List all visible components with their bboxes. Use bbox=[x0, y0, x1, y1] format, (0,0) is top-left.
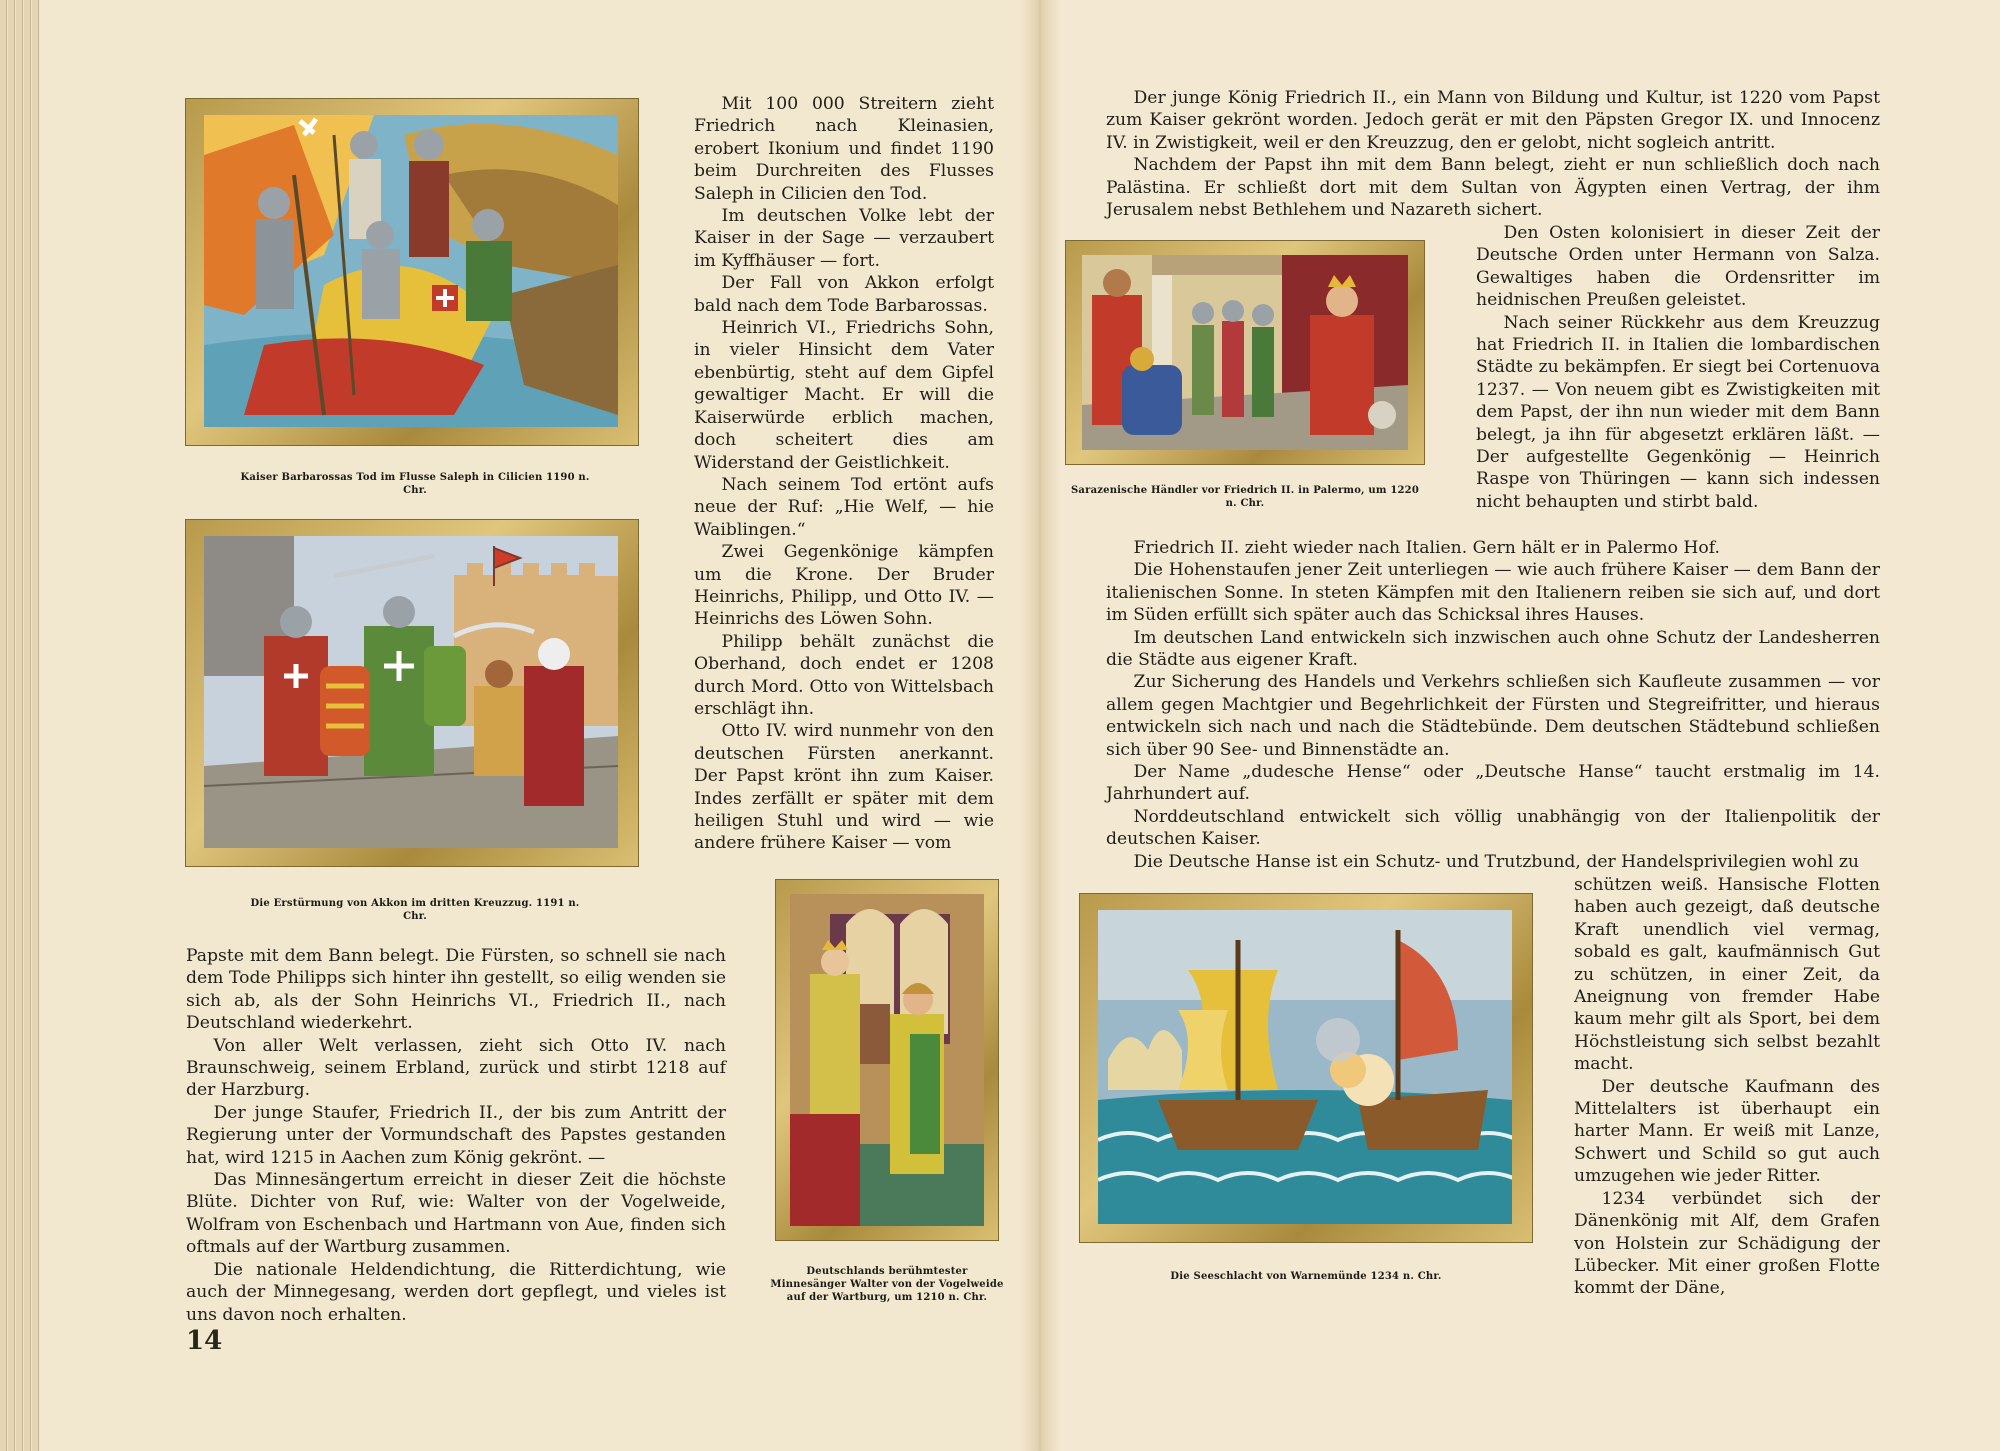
picture-siege-of-acre bbox=[186, 520, 638, 866]
paragraph: Im deutschen Volke lebt der Kaiser in der Sage — verzaubert im Kyffhäuser — fort. bbox=[694, 206, 994, 271]
paragraph: Zwei Gegenkönige kämpfen um die Krone. Der Bruder Heinrichs, Philipp, und Otto IV. — Heinrichs des Löwen Sohn. bbox=[694, 542, 994, 630]
caption-akkon: Die Erstürmung von Akkon im dritten Kreuzzug. 1191 n. Chr. bbox=[250, 898, 580, 922]
text-column-left-top bbox=[694, 93, 994, 855]
picture-minnesaenger bbox=[776, 880, 998, 1240]
paragraph: Friedrich II. zieht wieder nach Italien. Gern hält er in Palermo Hof. bbox=[1133, 538, 1720, 558]
paragraph: Nachdem der Papst ihn mit dem Bann belegt, zieht er nun schließlich doch nach Palästina. Er schließt dort mit dem Sultan von Ägypten einen Vertrag, der ihm Jerusalem nebst Bethlehem und Nazareth sichert. bbox=[1106, 155, 1880, 221]
text-right-middle bbox=[1106, 537, 1880, 873]
paragraph: Von aller Welt verlassen, zieht sich Otto IV. nach Braunschweig, seinem Erbland, zurück und stirbt 1218 auf der Harzburg. bbox=[186, 1035, 726, 1101]
caption-minnesaenger: Deutschlands berühmtester Minnesänger Walter von der Vogelweide auf der Wartburg, um 1210 n. Chr. bbox=[770, 1266, 1004, 1303]
paragraph: Der Name „dudesche Hense“ oder „Deutsche Hanse“ taucht erstmalig im 14. Jahrhundert auf. bbox=[1106, 762, 1880, 805]
paragraph: Im deutschen Land entwickeln sich inzwischen auch ohne Schutz der Landesherren die Städte aus eigener Kraft. bbox=[1106, 627, 1880, 671]
paragraph: Der deutsche Kaufmann des Mittelalters ist überhaupt ein harter Mann. Er weiß mit Lanze, Schwert und Schild so gut auch umzugehen wie jeder Ritter. bbox=[1574, 1076, 1880, 1187]
caption-barbarossa: Kaiser Barbarossas Tod im Flusse Saleph in Cilicien 1190 n. Chr. bbox=[240, 472, 590, 496]
page-edge bbox=[0, 0, 7, 1451]
caption-sarazenen: Sarazenische Händler vor Friedrich II. in Palermo, um 1220 n. Chr. bbox=[1071, 485, 1419, 509]
paragraph: Heinrich VI., Friedrichs Sohn, in vieler Hinsicht dem Vater ebenbürtig, steht auf dem Gipfel gewaltiger Macht. Er will die Kaiserwürde erblich machen, doch scheitert dies am Widerstand der Geistlichkeit. bbox=[694, 318, 994, 473]
page-edge bbox=[24, 0, 31, 1451]
paragraph: Der junge König Friedrich II., ein Mann von Bildung und Kultur, ist 1220 vom Papst zum Kaiser gekrönt worden. Jedoch gerät er mit den Päpsten Gregor IX. und Innocenz IV. in Zwistigkeit, weil er den Kreuzzug, den er gelobt, nicht sogleich antritt. bbox=[1106, 88, 1880, 153]
text-column-right-bottom bbox=[1574, 874, 1880, 1300]
page-edge bbox=[8, 0, 15, 1451]
paragraph: 1234 verbündet sich der Dänenkönig mit Alf, dem Grafen von Holstein zur Schädigung der Lübecker. Mit einer großen Flotte kommt der Däne, bbox=[1574, 1188, 1880, 1299]
text-right-top bbox=[1106, 87, 1880, 221]
paragraph: Nach seiner Rückkehr aus dem Kreuzzug hat Friedrich II. in Italien die lombardischen Städte zu bekämpfen. Er siegt bei Cortenuova 1237. — Von neuem gibt es Zwistigkeiten mit dem Papst, der ihn nun wieder mit dem Bann belegt, ja ihn für abgesetzt erklären läßt. — Der aufgestellte Gegenkönig — Heinrich Raspe von Thüringen — kann sich indessen nicht behaupten und stirbt bald. bbox=[1476, 312, 1880, 512]
text-column-right-side bbox=[1476, 222, 1880, 513]
paragraph: Mit 100 000 Streitern zieht Friedrich nach Kleinasien, erobert Ikonium und findet 1190 beim Durchreiten des Flusses Saleph in Cilicien den Tod. bbox=[694, 94, 994, 204]
paragraph: schützen weiß. Hansische Flotten haben auch gezeigt, daß deutsche Kraft unendlich viel vermag, sobald es galt, kaufmännisch Gut zu schützen, in einer Zeit, da Aneignung von fremder Habe kaum mehr gilt als Sport, bei dem Höchstleistung sich selbst bezahlt macht. bbox=[1574, 875, 1880, 1075]
paragraph: Nach seinem Tod ertönt aufs neue der Ruf: „Hie Welf, — hie Waiblingen.“ bbox=[694, 474, 994, 540]
paragraph: Das Minnesängertum erreicht in dieser Zeit die höchste Blüte. Dichter von Ruf, wie: Walter von der Vogelweide, Wolfram von Eschenbach und Hartmann von Aue, finden sich oftmals auf der Wartburg zusammen. bbox=[186, 1170, 726, 1258]
paragraph: Den Osten kolonisiert in dieser Zeit der Deutsche Orden unter Hermann von Salza. Gewaltiges haben die Ordensritter im heidnischen Preußen geleistet. bbox=[1476, 223, 1880, 311]
book-gutter bbox=[1020, 0, 1060, 1451]
text-column-left-bottom bbox=[186, 945, 726, 1326]
paragraph: Otto IV. wird nunmehr von den deutschen Fürsten anerkannt. Der Papst krönt ihn zum Kaiser. Indes zerfällt er später mit dem heiligen Stuhl und wird — wie andere frühere Kaiser — vom bbox=[694, 721, 994, 854]
paragraph: Zur Sicherung des Handels und Verkehrs schließen sich Kaufleute zusammen — vor allem gegen Machtgier und Begehrlichkeit der Fürsten und Stegreifritter, und hieraus entwickeln sich nach und nach die Städtebünde. Dem deutschen Städtebund schließen sich über 90 See- und Binnenstädte an. bbox=[1106, 672, 1880, 760]
page-edge bbox=[16, 0, 23, 1451]
page-number: 14 bbox=[186, 1326, 223, 1356]
paragraph: Die nationale Heldendichtung, die Ritterdichtung, wie auch der Minnegesang, werden dort gepflegt, und vieles ist uns davon noch erhalten. bbox=[186, 1259, 726, 1325]
picture-saracen-merchants bbox=[1066, 241, 1424, 464]
paragraph: Philipp behält zunächst die Oberhand, doch endet er 1208 durch Mord. Otto von Wittelsbach erschlägt ihn. bbox=[694, 631, 994, 719]
paragraph: Die Deutsche Hanse ist ein Schutz- und Trutzbund, der Handelsprivilegien wohl zu bbox=[1133, 851, 1859, 872]
paragraph: Papste mit dem Bann belegt. Die Fürsten, so schnell sie nach dem Tode Philipps sich hinter ihn gestellt, so eilig wenden sie sich ab, als der Sohn Heinrichs VI., Friedrich II., nach Deutschland wiederkehrt. bbox=[186, 946, 726, 1034]
picture-barbarossa-death bbox=[186, 99, 638, 445]
paragraph: Der junge Staufer, Friedrich II., der bis zum Antritt der Regierung unter der Vormundschaft des Papstes gestanden hat, wird 1215 in Aachen zum König gekrönt. — bbox=[186, 1102, 726, 1168]
paragraph: Norddeutschland entwickelt sich völlig unabhängig von der Italienpolitik der deutschen Kaiser. bbox=[1106, 806, 1880, 850]
paragraph: Der Fall von Akkon erfolgt bald nach dem Tode Barbarossas. bbox=[694, 273, 994, 316]
page-edge bbox=[32, 0, 39, 1451]
picture-sea-battle bbox=[1080, 894, 1532, 1242]
paragraph: Die Hohenstaufen jener Zeit unterliegen — wie auch frühere Kaiser — dem Bann der italienischen Sonne. In steten Kämpfen mit den Italienern reiben sie sich auf, und dort im Süden erfüllt sich später auch das Schicksal ihres Hauses. bbox=[1106, 560, 1880, 626]
caption-seeschlacht: Die Seeschlacht von Warnemünde 1234 n. Chr. bbox=[1170, 1271, 1442, 1282]
